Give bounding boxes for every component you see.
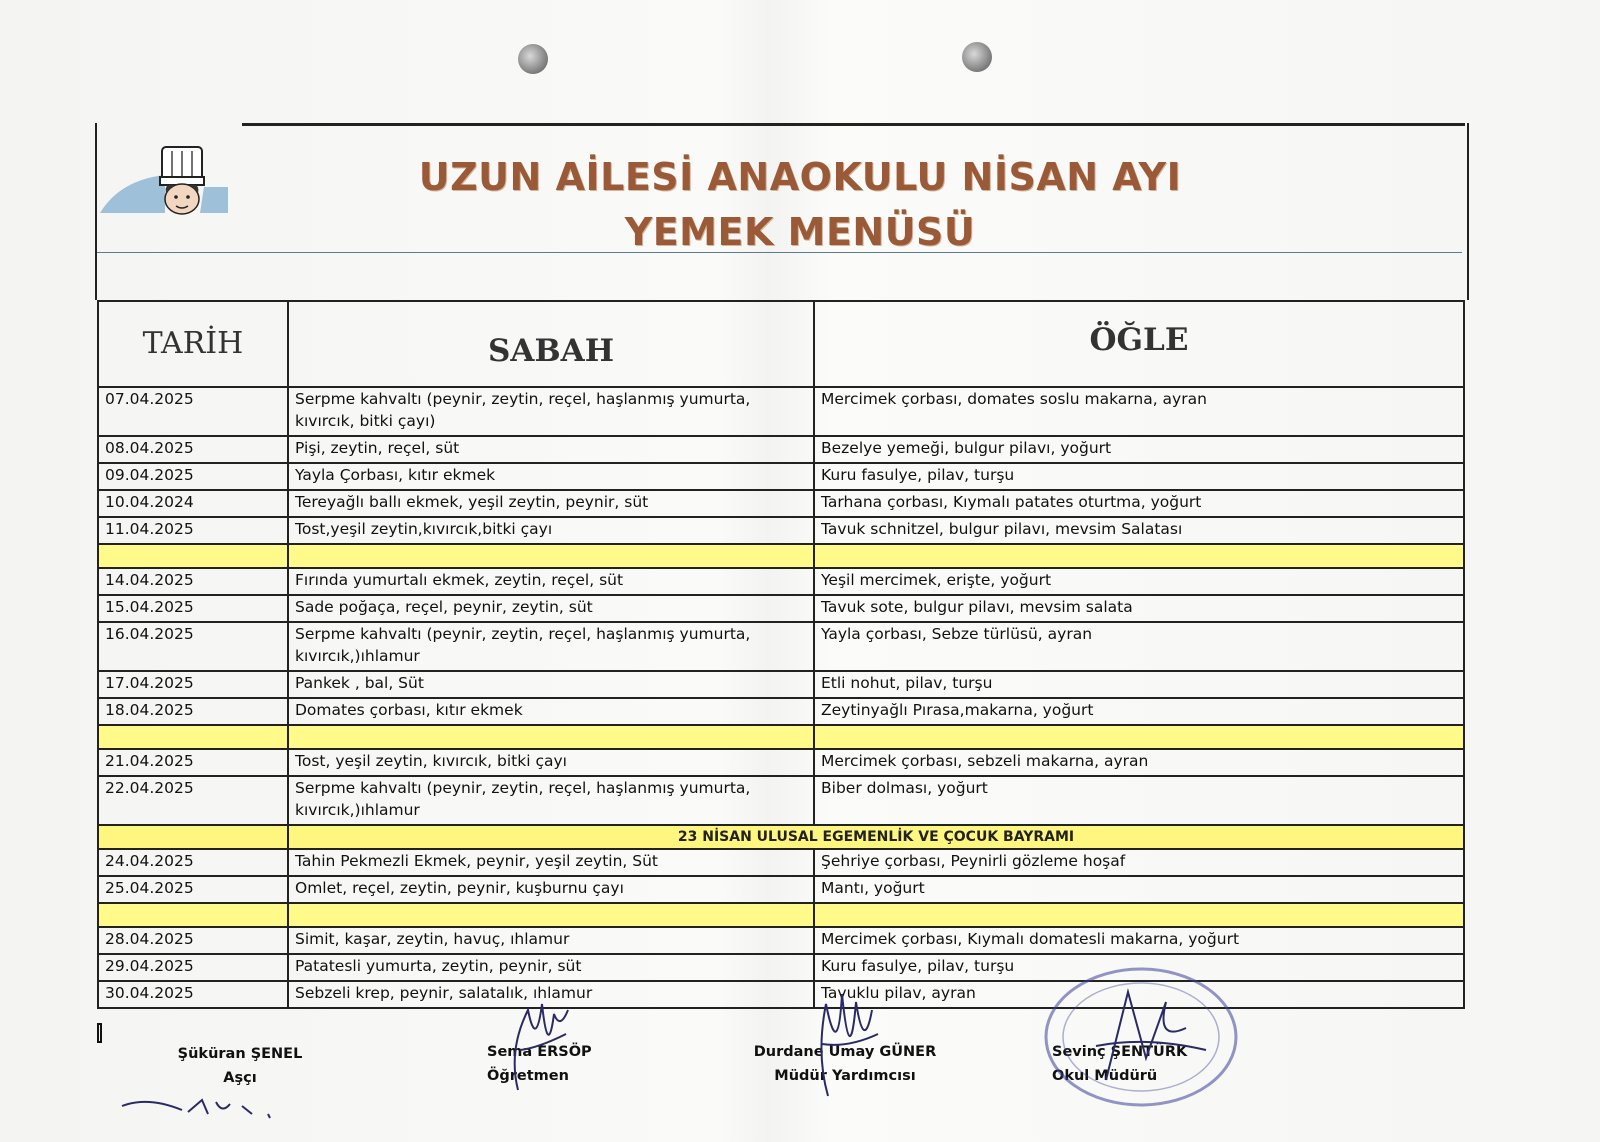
date-cell: 22.04.2025 [98,776,288,825]
lunch-cell: Tarhana çorbası, Kıymalı patates oturtma, yoğurt [814,490,1464,517]
punch-hole [518,44,548,74]
breakfast-cell: Simit, kaşar, zeytin, havuç, ıhlamur [288,927,814,954]
date-cell: 11.04.2025 [98,517,288,544]
table-row [98,387,1464,436]
empty-cell [98,725,288,749]
table-row [98,849,1464,876]
breakfast-cell: Patatesli yumurta, zeytin, peynir, süt [288,954,814,981]
signature-vice-principal [750,1044,940,1084]
table-row [98,568,1464,595]
breakfast-cell: Tahin Pekmezli Ekmek, peynir, yeşil zeytin, Süt [288,849,814,876]
text-cursor-mark [97,1023,102,1043]
lunch-cell: Tavuk schnitzel, bulgur pilavı, mevsim Salatası [814,517,1464,544]
table-header-row [98,301,1464,387]
column-header-breakfast: SABAH [288,301,814,387]
table-row [98,490,1464,517]
date-cell: 25.04.2025 [98,876,288,903]
date-cell: 30.04.2025 [98,981,288,1008]
empty-cell [288,544,814,568]
table-row [98,622,1464,671]
table-row [98,776,1464,825]
lunch-cell: Yeşil mercimek, erişte, yoğurt [814,568,1464,595]
signer-name: Durdane Umay GÜNER [753,1044,937,1060]
date-cell: 16.04.2025 [98,622,288,671]
signer-role: Okul Müdürü [1052,1068,1158,1084]
weekend-separator-row [98,725,1464,749]
signature-cook [170,1046,310,1086]
lunch-cell: Mercimek çorbası, domates soslu makarna, ayran [814,387,1464,436]
date-cell: 29.04.2025 [98,954,288,981]
breakfast-cell: Yayla Çorbası, kıtır ekmek [288,463,814,490]
breakfast-cell: Tost,yeşil zeytin,kıvırcık,bitki çayı [288,517,814,544]
signature-principal [1052,1044,1192,1084]
lunch-cell: Yayla çorbası, Sebze türlüsü, ayran [814,622,1464,671]
breakfast-cell: Tost, yeşil zeytin, kıvırcık, bitki çayı [288,749,814,776]
table-row [98,954,1464,981]
table-row [98,671,1464,698]
date-cell: 14.04.2025 [98,568,288,595]
table-row [98,436,1464,463]
empty-cell [98,544,288,568]
table-row [98,927,1464,954]
date-cell: 08.04.2025 [98,436,288,463]
holiday-row [98,825,1464,849]
lunch-cell: Şehriye çorbası, Peynirli gözleme hoşaf [814,849,1464,876]
page-title [250,150,1350,260]
empty-cell [288,903,814,927]
chef-icon [100,145,230,217]
holiday-label: 23 NİSAN ULUSAL EGEMENLİK VE ÇOCUK BAYRAMI [288,825,1464,849]
date-cell: 17.04.2025 [98,671,288,698]
date-cell: 09.04.2025 [98,463,288,490]
empty-cell [814,725,1464,749]
weekend-separator-row [98,544,1464,568]
menu-table [97,300,1465,1009]
signer-name: Şüküran ŞENEL [177,1046,303,1062]
signer-role: Aşçı [223,1070,257,1086]
table-row [98,517,1464,544]
empty-cell [98,825,288,849]
signer-name: Sema ERSÖP [487,1044,592,1060]
empty-cell [814,903,1464,927]
table-row [98,463,1464,490]
breakfast-cell: Serpme kahvaltı (peynir, zeytin, reçel, haşlanmış yumurta, kıvırcık,)ıhlamur [288,622,814,671]
breakfast-cell: Tereyağlı ballı ekmek, yeşil zeytin, peynir, süt [288,490,814,517]
signature-teacher [487,1044,627,1084]
lunch-cell: Kuru fasulye, pilav, turşu [814,463,1464,490]
breakfast-cell: Sebzeli krep, peynir, salatalık, ıhlamur [288,981,814,1008]
lunch-cell: Mantı, yoğurt [814,876,1464,903]
lunch-cell: Etli nohut, pilav, turşu [814,671,1464,698]
breakfast-cell: Pişi, zeytin, reçel, süt [288,436,814,463]
lunch-cell: Mercimek çorbası, Kıymalı domatesli makarna, yoğurt [814,927,1464,954]
lunch-cell: Kuru fasulye, pilav, turşu [814,954,1464,981]
title-line-1: UZUN AİLESİ ANAOKULU NİSAN AYI [418,155,1182,199]
signer-name: Sevinç ŞENTÜRK [1052,1044,1188,1060]
table-row [98,749,1464,776]
lunch-cell: Tavuklu pilav, ayran [814,981,1464,1008]
lunch-cell: Biber dolması, yoğurt [814,776,1464,825]
date-cell: 07.04.2025 [98,387,288,436]
empty-cell [814,544,1464,568]
breakfast-cell: Omlet, reçel, zeytin, peynir, kuşburnu çayı [288,876,814,903]
date-cell: 28.04.2025 [98,927,288,954]
date-cell: 18.04.2025 [98,698,288,725]
breakfast-cell: Serpme kahvaltı (peynir, zeytin, reçel, haşlanmış yumurta, kıvırcık,)ıhlamur [288,776,814,825]
signer-role: Müdür Yardımcısı [774,1068,916,1084]
weekend-separator-row [98,903,1464,927]
lunch-cell: Mercimek çorbası, sebzeli makarna, ayran [814,749,1464,776]
table-row [98,876,1464,903]
date-cell: 24.04.2025 [98,849,288,876]
date-cell: 15.04.2025 [98,595,288,622]
date-cell: 21.04.2025 [98,749,288,776]
empty-cell [288,725,814,749]
punch-hole [962,42,992,72]
breakfast-cell: Domates çorbası, kıtır ekmek [288,698,814,725]
table-row [98,595,1464,622]
signer-role: Öğretmen [487,1068,569,1084]
column-header-date: TARİH [98,301,288,387]
table-row [98,698,1464,725]
date-cell: 10.04.2024 [98,490,288,517]
breakfast-cell: Pankek , bal, Süt [288,671,814,698]
lunch-cell: Bezelye yemeği, bulgur pilavı, yoğurt [814,436,1464,463]
breakfast-cell: Sade poğaça, reçel, peynir, zeytin, süt [288,595,814,622]
empty-cell [98,903,288,927]
lunch-cell: Tavuk sote, bulgur pilavı, mevsim salata [814,595,1464,622]
table-row [98,981,1464,1008]
column-header-lunch: ÖĞLE [814,301,1464,387]
title-line-2: YEMEK MENÜSÜ [624,210,976,254]
breakfast-cell: Fırında yumurtalı ekmek, zeytin, reçel, süt [288,568,814,595]
lunch-cell: Zeytinyağlı Pırasa,makarna, yoğurt [814,698,1464,725]
breakfast-cell: Serpme kahvaltı (peynir, zeytin, reçel, haşlanmış yumurta, kıvırcık, bitki çayı) [288,387,814,436]
